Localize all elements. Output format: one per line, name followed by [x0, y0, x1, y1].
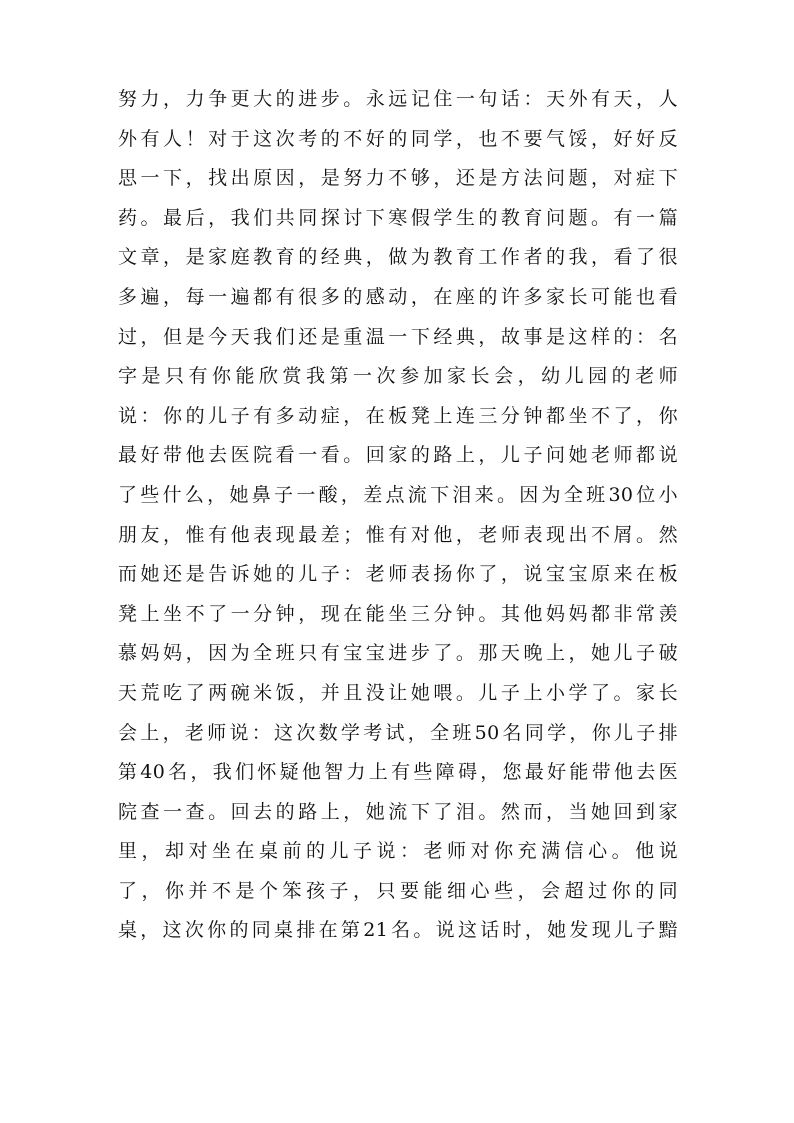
text-line-9: 说：你的儿子有多动症，在板凳上连三分钟都坐不了，你 — [118, 404, 678, 427]
text-line-20: 里，却对坐在桌前的儿子说：老师对你充满信心。他说 — [118, 840, 678, 863]
text-line-6: 多遍，每一遍都有很多的感动，在座的许多家长可能也看 — [118, 285, 678, 308]
text-line-17: 会上，老师说：这次数学考试，全班50名同学，你儿子排 — [118, 721, 678, 744]
text-line-7: 过，但是今天我们还是重温一下经典，故事是这样的：名 — [118, 325, 678, 348]
text-line-5: 文章，是家庭教育的经典，做为教育工作者的我，看了很 — [118, 246, 678, 269]
text-line-21: 了，你并不是个笨孩子，只要能细心些，会超过你的同 — [118, 879, 678, 902]
text-line-3: 思一下，找出原因，是努力不够，还是方法问题，对症下 — [118, 167, 678, 190]
text-line-22: 桌，这次你的同桌排在第21名。说这话时，她发现儿子黯 — [118, 919, 678, 942]
text-line-12: 朋友，惟有他表现最差；惟有对他，老师表现出不屑。然 — [118, 523, 678, 546]
text-line-4: 药。最后，我们共同探讨下寒假学生的教育问题。有一篇 — [118, 206, 678, 229]
text-line-19: 院查一查。回去的路上，她流下了泪。然而，当她回到家 — [118, 800, 678, 823]
text-line-13: 而她还是告诉她的儿子：老师表扬你了，说宝宝原来在板 — [118, 563, 678, 586]
text-line-15: 慕妈妈，因为全班只有宝宝进步了。那天晚上，她儿子破 — [118, 642, 678, 665]
text-line-14: 凳上坐不了一分钟，现在能坐三分钟。其他妈妈都非常羡 — [118, 602, 678, 625]
text-line-18: 第40名，我们怀疑他智力上有些障碍，您最好能带他去医 — [118, 761, 678, 784]
text-line-11: 了些什么，她鼻子一酸，差点流下泪来。因为全班30位小 — [118, 483, 678, 506]
text-line-1: 努力，力争更大的进步。永远记住一句话：天外有天，人 — [118, 88, 678, 110]
text-line-8: 字是只有你能欣赏我第一次参加家长会，幼儿园的老师 — [118, 365, 678, 388]
text-line-10: 最好带他去医院看一看。回家的路上，儿子问她老师都说 — [118, 444, 678, 467]
text-line-16: 天荒吃了两碗米饭，并且没让她喂。儿子上小学了。家长 — [118, 681, 678, 704]
text-line-2: 外有人！对于这次考的不好的同学，也不要气馁，好好反 — [118, 127, 678, 150]
body-text — [118, 80, 678, 951]
